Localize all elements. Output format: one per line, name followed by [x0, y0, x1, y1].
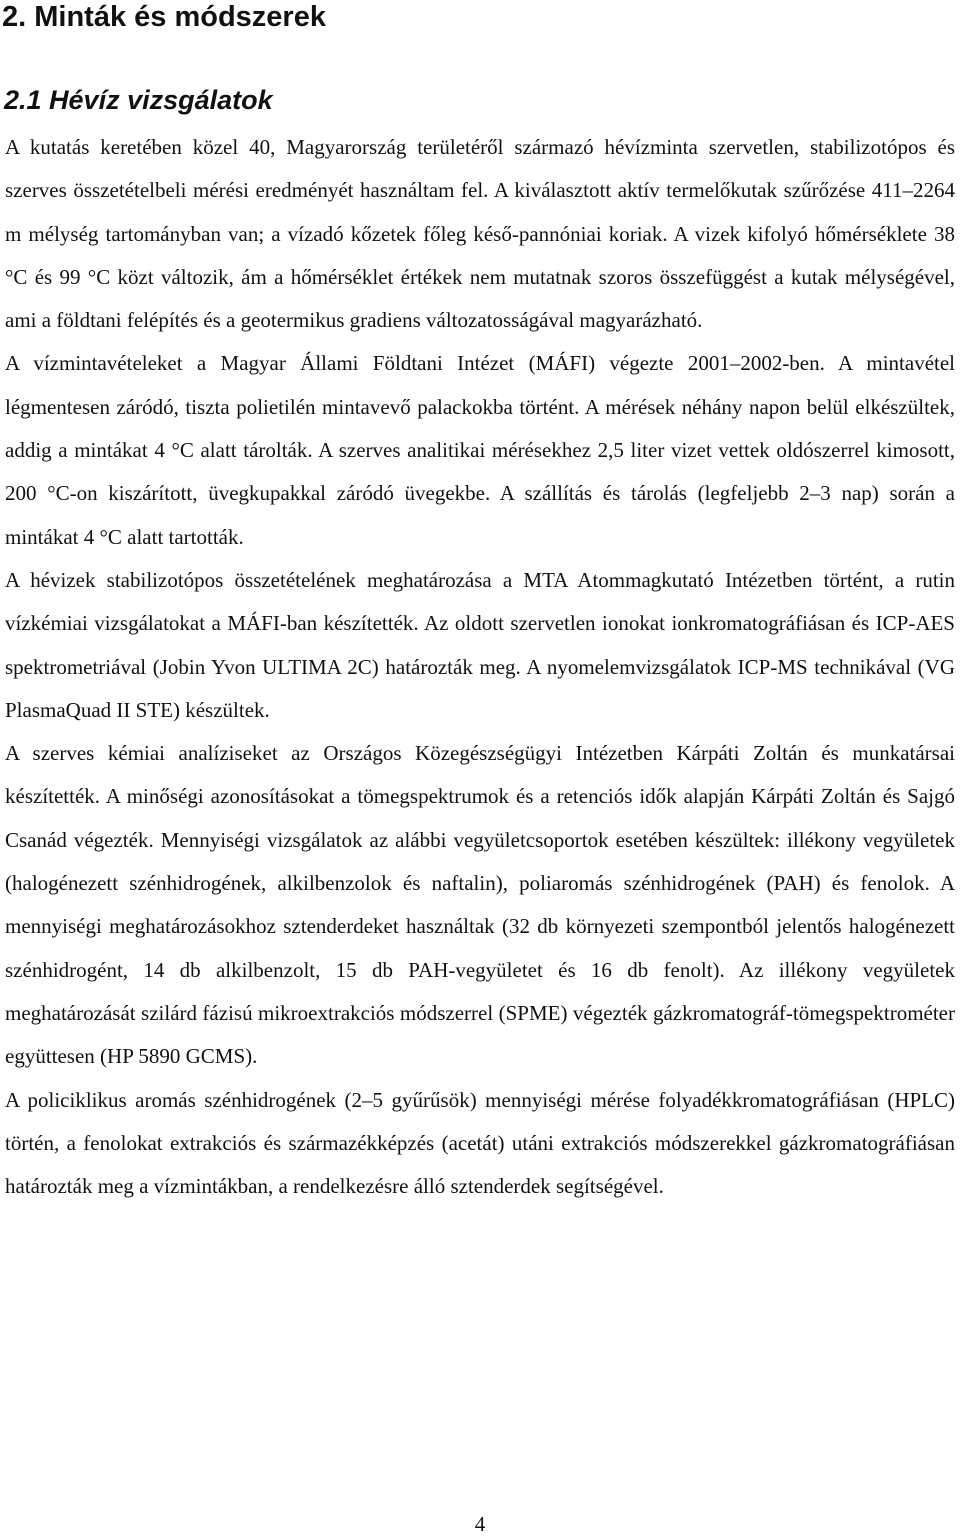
subsection-title: 2.1 Hévíz vizsgálatok: [4, 85, 273, 115]
paragraph-organic-analysis: A szerves kémiai analíziseket az Országos Közegészségügyi Intézetben Kárpáti Zoltán és munkatársai készítették. A minőségi azonosításokat a tömegspektrumok és a retenciós idők alapján Kárpáti Zoltán és Sajgó Csanád végezték. Mennyiségi vizsgálatok az alábbi vegyületcsoportok esetében készültek: illékony vegyületek (halogénezett szénhidrogének, alkilbenzolok és naftalin), poliaromás szénhidrogének (PAH) és fenolok. A mennyiségi meghatározásokhoz sztenderdeket használtak (32 db környezeti szempontból jelentős halogénezett szénhidrogént, 14 db alkilbenzolt, 15 db PAH-vegyületet és 16 db fenolt). Az illékony vegyületek meghatározását szilárd fázisú mikroextrakciós módszerrel (SPME) végezték gázkromatográf-tömegspektrométer együttesen (HP 5890 GCMS).: [5, 741, 955, 1069]
paragraph-sampling: A vízmintavételeket a Magyar Állami Földtani Intézet (MÁFI) végezte 2001–2002-ben. A mintavétel légmentesen záródó, tiszta polietilén mintavevő palackokba történt. A mérések néhány napon belül elkészültek, addig a mintákat 4 °C alatt tárolták. A szerves analitikai mérésekhez 2,5 liter vizet vettek oldószerrel kimosott, 200 °C-on kiszárított, üvegkupakkal záródó üvegekbe. A szállítás és tárolás (legfeljebb 2–3 nap) során a mintákat 4 °C alatt tartották.: [5, 351, 955, 549]
section-title: 2. Minták és módszerek: [2, 1, 326, 33]
paragraph-pah-phenol: A policiklikus aromás szénhidrogének (2–5 gyűrűsök) mennyiségi mérése folyadékkromatográfiásan (HPLC) történ, a fenolokat extrakciós és származékképzés (acetát) utáni extrakciós módszerekkel gázkromatográfiásan határozták meg a vízmintákban, a rendelkezésre álló sztenderdek segítségével.: [5, 1087, 955, 1199]
paragraph-intro: A kutatás keretében közel 40, Magyarország területéről származó hévízminta szervetlen, stabilizotópos és szerves összetételbeli mérési eredményét használtam fel. A kiválasztott aktív termelőkutak szűrőzése 411–2264 m mélység tartományban van; a vízadó kőzetek főleg késő-pannóniai koriak. A vizek kifolyó hőmérséklete 38 °C és 99 °C közt változik, ám a hőmérséklet értékek nem mutatnak szoros összefüggést a kutak mélységével, ami a földtani felépítés és a geotermikus gradiens változatosságával magyarázható.: [5, 135, 955, 333]
page-number: 4: [474, 1512, 486, 1536]
body-text: [5, 126, 955, 1208]
paragraph-isotope-analysis: A hévizek stabilizotópos összetételének meghatározása a MTA Atommagkutató Intézetben történt, a rutin vízkémiai vizsgálatokat a MÁFI-ban készítették. Az oldott szervetlen ionokat ionkromatográfiásan és ICP-AES spektrometriával (Jobin Yvon ULTIMA 2C) határozták meg. A nyomelemvizsgálatok ICP-MS technikával (VG PlasmaQuad II STE) készültek.: [5, 567, 955, 722]
